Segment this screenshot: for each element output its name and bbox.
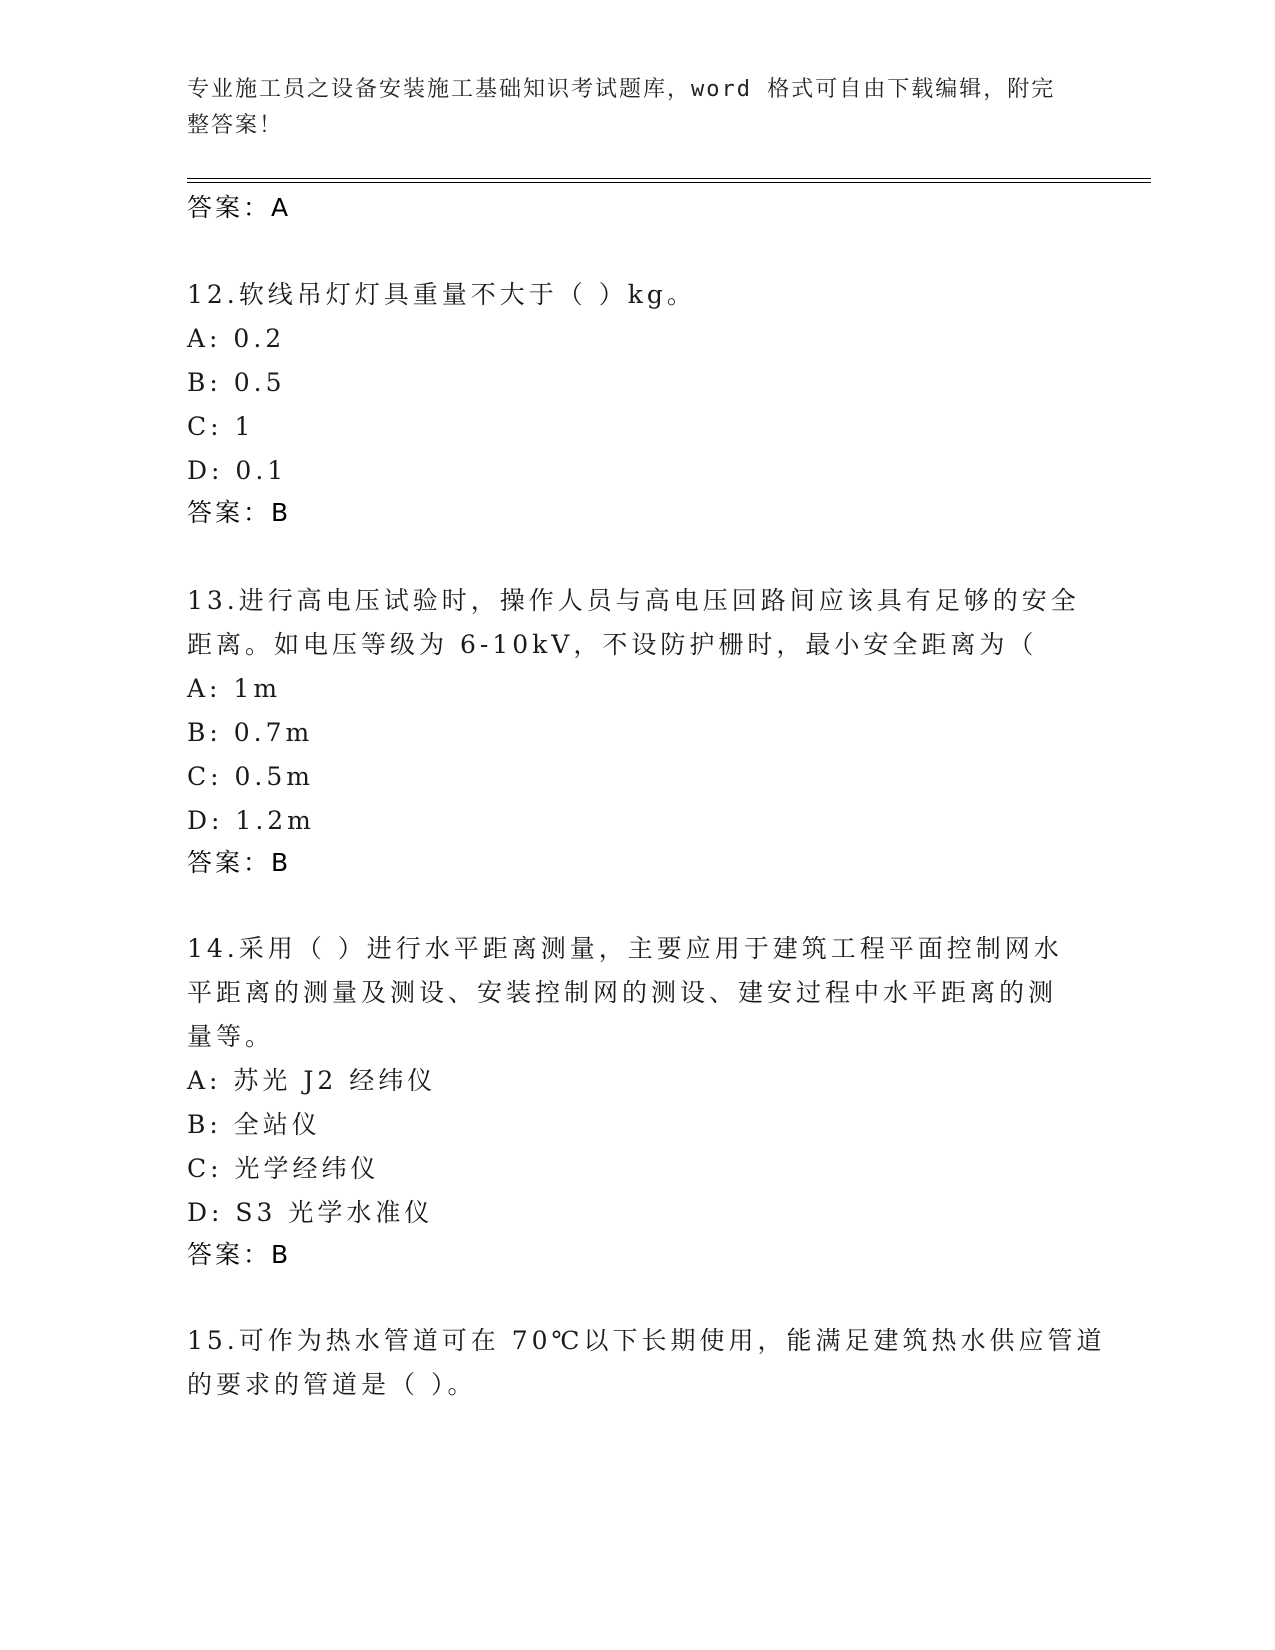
- option-b: B: 0.5: [187, 368, 286, 397]
- option-a: A: 0.2: [187, 324, 286, 353]
- answer-line: 答案：B: [187, 498, 292, 527]
- question-stem: 平距离的测量及测设、安装控制网的测设、建安过程中水平距离的测: [187, 978, 1058, 1007]
- document-header: 专业施工员之设备安装施工基础知识考试题库，word 格式可自由下载编辑，附完整答案！: [187, 77, 1056, 138]
- header-divider-bottom: [187, 182, 1151, 183]
- option-a: A: 1m: [187, 674, 282, 703]
- question-stem: 量等。: [187, 1022, 275, 1051]
- option-a: A: 苏光 J2 经纬仪: [187, 1066, 437, 1095]
- question-stem: 的要求的管道是（ ）。: [187, 1370, 477, 1399]
- question-stem: 15.可作为热水管道可在 70℃以下长期使用，能满足建筑热水供应管道: [187, 1326, 1106, 1355]
- option-b: B: 0.7m: [187, 718, 314, 747]
- option-b: B: 全站仪: [187, 1110, 321, 1139]
- option-d: D: 1.2m: [187, 806, 315, 835]
- answer-line: 答案：A: [187, 193, 292, 222]
- question-stem: 14.采用（ ）进行水平距离测量，主要应用于建筑工程平面控制网水: [187, 934, 1063, 963]
- question-stem: 13.进行高电压试验时，操作人员与高电压回路间应该具有足够的安全: [187, 586, 1080, 615]
- option-c: C: 1: [187, 412, 255, 441]
- answer-line: 答案：B: [187, 1240, 292, 1269]
- question-stem: 距离。如电压等级为 6-10kV，不设防护栅时，最小安全距离为（: [187, 630, 1038, 659]
- option-d: D: S3 光学水准仪: [187, 1198, 434, 1227]
- header-divider-top: [187, 178, 1151, 179]
- option-c: C: 0.5m: [187, 762, 314, 791]
- answer-line: 答案：B: [187, 848, 292, 877]
- option-d: D: 0.1: [187, 456, 288, 485]
- question-stem: 12.软线吊灯灯具重量不大于（ ）kg。: [187, 280, 696, 309]
- option-c: C: 光学经纬仪: [187, 1154, 380, 1183]
